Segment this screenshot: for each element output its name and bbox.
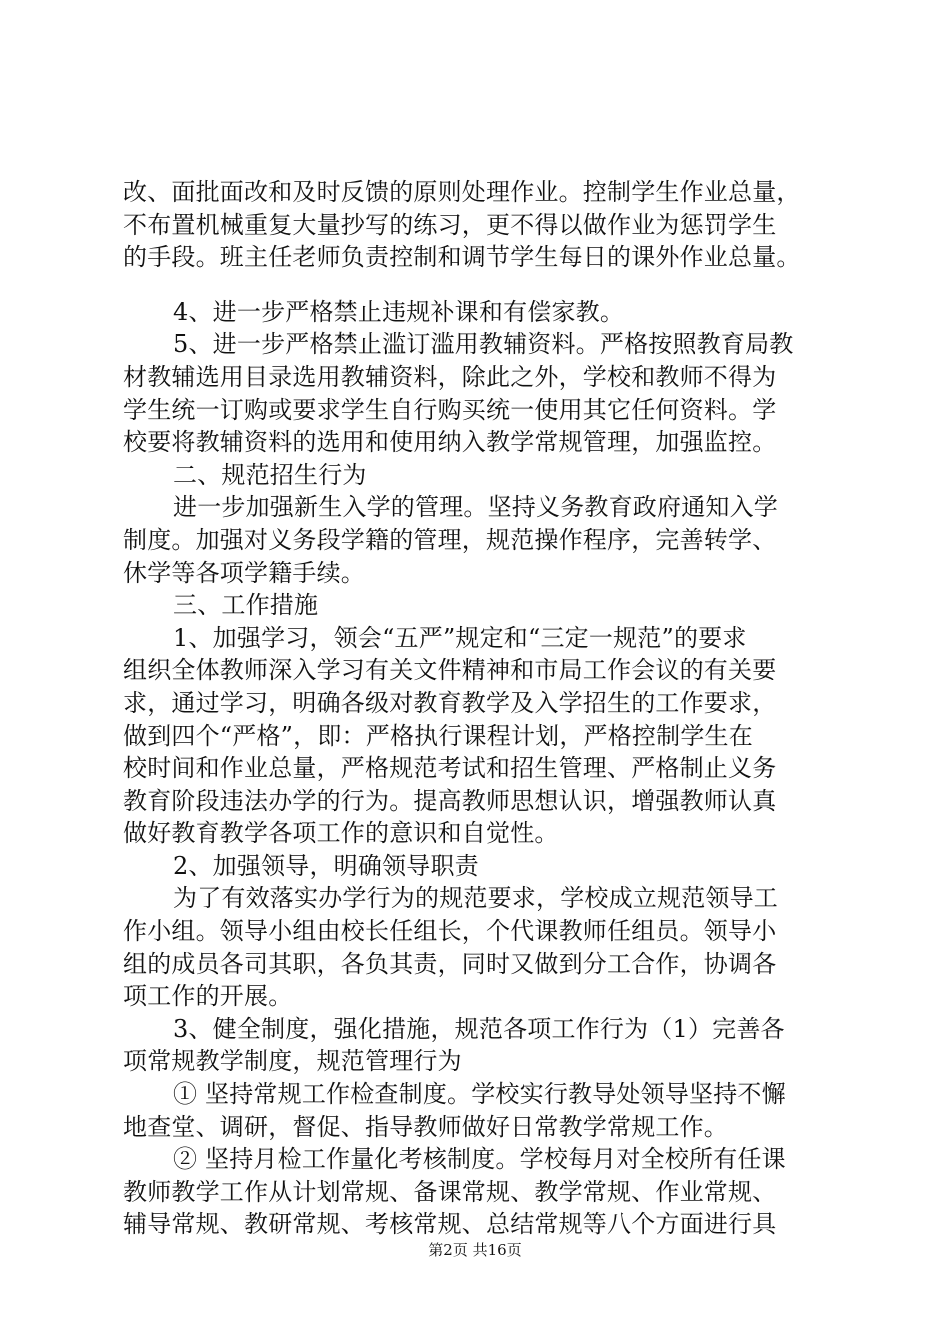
text-line: ② 坚持月检工作量化考核制度。学校每月对全校所有任课 <box>173 1145 786 1174</box>
item-4 <box>123 296 835 329</box>
text-line: 学生统一订购或要求学生自行购买统一使用其它任何资料。学 <box>123 395 777 424</box>
measure-1 <box>123 622 835 850</box>
text-line: 组的成员各司其职，各负其责，同时又做到分工合作，协调各 <box>123 949 777 978</box>
paragraph-continuation <box>123 176 835 274</box>
sub-item-2 <box>123 1143 835 1241</box>
measure-3 <box>123 1013 835 1078</box>
measure-2-heading: 2、加强领导，明确领导职责 <box>173 851 479 880</box>
text-line: 的手段。班主任老师负责控制和调节学生每日的课外作业总量。 <box>123 243 801 272</box>
text-line: 制度。加强对义务段学籍的管理，规范操作程序，完善转学、 <box>123 525 777 554</box>
text-line: 教育阶段违法办学的行为。提高教师思想认识，增强教师认真 <box>123 786 777 815</box>
text-line: 组织全体教师深入学习有关文件精神和市局工作会议的有关要 <box>123 656 777 685</box>
paragraph-gap <box>123 274 835 296</box>
text-line: 地查堂、调研，督促、指导教师做好日常教学常规工作。 <box>123 1112 728 1141</box>
text-line: 求，通过学习，明确各级对教育教学及入学招生的工作要求， <box>123 688 777 717</box>
text-line: 项常规教学制度，规范管理行为 <box>123 1047 462 1076</box>
text-line: ① 坚持常规工作检查制度。学校实行教导处领导坚持不懈 <box>173 1080 786 1109</box>
text-line: 进一步加强新生入学的管理。坚持义务教育政府通知入学 <box>173 493 778 522</box>
text-line: 校要将教辅资料的选用和使用纳入教学常规管理，加强监控。 <box>123 428 777 457</box>
text-line: 3、健全制度，强化措施，规范各项工作行为（1）完善各 <box>173 1014 785 1043</box>
text-line: 不布置机械重复大量抄写的练习，更不得以做作业为惩罚学生 <box>123 210 777 239</box>
text-line: 辅导常规、教研常规、考核常规、总结常规等八个方面进行具 <box>123 1210 777 1239</box>
text-line: 材教辅选用目录选用教辅资料，除此之外，学校和教师不得为 <box>123 362 777 391</box>
text-line: 校时间和作业总量，严格规范考试和招生管理、严格制止义务 <box>123 754 777 783</box>
text-line: 5、进一步严格禁止滥订滥用教辅资料。严格按照教育局教 <box>173 330 794 359</box>
text-line: 项工作的开展。 <box>123 982 293 1011</box>
sub-item-1 <box>123 1078 835 1143</box>
text-line: 教师教学工作从计划常规、备课常规、教学常规、作业常规、 <box>123 1177 777 1206</box>
text-line: 做到四个“严格”，即：严格执行课程计划，严格控制学生在 <box>123 721 753 750</box>
text-line: 4、进一步严格禁止违规补课和有偿家教。 <box>173 297 625 326</box>
text-line: 休学等各项学籍手续。 <box>123 558 365 587</box>
text-line: 作小组。领导小组由校长任组长，个代课教师任组员。领导小 <box>123 917 777 946</box>
page-number-footer: 第2页 共16页 <box>428 1241 522 1259</box>
text-line: 为了有效落实办学行为的规范要求，学校成立规范领导工 <box>173 884 778 913</box>
measure-2 <box>123 882 835 1012</box>
item-5 <box>123 328 835 458</box>
section-heading-3: 三、工作措施 <box>173 591 319 620</box>
document-body <box>123 176 835 1241</box>
section-2-paragraph <box>123 491 835 589</box>
section-heading-2: 二、规范招生行为 <box>173 460 367 489</box>
text-line: 1、加强学习，领会“五严”规定和“三定一规范”的要求 <box>173 623 747 652</box>
text-line: 改、面批面改和及时反馈的原则处理作业。控制学生作业总量， <box>123 178 801 206</box>
text-line: 做好教育教学各项工作的意识和自觉性。 <box>123 819 559 848</box>
